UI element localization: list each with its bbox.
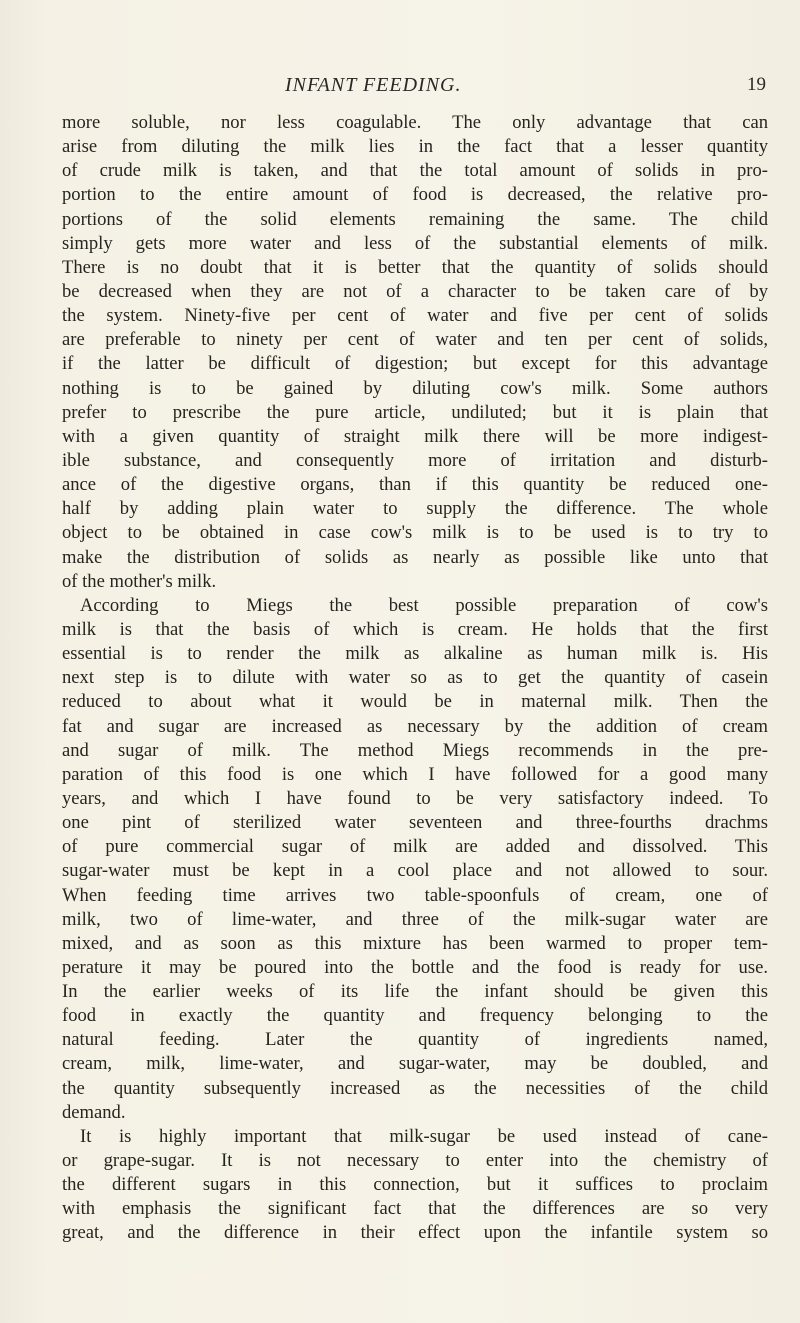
text-line: ible substance, and consequently more of irritation and disturb- bbox=[62, 449, 768, 471]
text-line: of crude milk is taken, and that the total amount of solids in pro- bbox=[62, 160, 768, 182]
text-line: the different sugars in this connection, but it suffices to proclaim bbox=[62, 1174, 768, 1196]
page-header bbox=[0, 74, 800, 104]
text-line: According to Miegs the best possible preparation of cow's bbox=[80, 594, 768, 616]
text-line: great, and the difference in their effect upon the infantile system so bbox=[62, 1222, 768, 1244]
text-line: make the distribution of solids as nearly as possible like unto that bbox=[62, 546, 768, 568]
page-number: 19 bbox=[747, 74, 766, 95]
text-line: In the earlier weeks of its life the infant should be given this bbox=[62, 981, 768, 1003]
text-line: milk, two of lime-water, and three of the milk-sugar water are bbox=[62, 908, 768, 930]
text-line: natural feeding. Later the quantity of ingredients named, bbox=[62, 1029, 768, 1051]
text-line: of the mother's milk. bbox=[62, 570, 217, 592]
text-line: and sugar of milk. The method Miegs recommends in the pre- bbox=[62, 739, 768, 761]
text-line: next step is to dilute with water so as to get the quantity of casein bbox=[62, 667, 768, 689]
text-line: of pure commercial sugar of milk are added and dissolved. This bbox=[62, 836, 768, 858]
text-line: milk is that the basis of which is cream. He holds that the first bbox=[62, 618, 768, 640]
text-line: the system. Ninety-five per cent of water and five per cent of solids bbox=[62, 305, 768, 327]
text-line: paration of this food is one which I have followed for a good many bbox=[62, 763, 768, 785]
text-line: object to be obtained in case cow's milk is to be used is to try to bbox=[62, 522, 768, 544]
text-line: fat and sugar are increased as necessary by the addition of cream bbox=[62, 715, 768, 737]
text-line: one pint of sterilized water seventeen and three-fourths drachms bbox=[62, 812, 768, 834]
text-line: are preferable to ninety per cent of water and ten per cent of solids, bbox=[62, 329, 768, 351]
text-line: ance of the digestive organs, than if this quantity be reduced one- bbox=[62, 474, 768, 496]
running-title: INFANT FEEDING. bbox=[285, 74, 462, 96]
text-line: if the latter be difficult of digestion; but except for this advantage bbox=[62, 353, 768, 375]
text-line: the quantity subsequently increased as the necessities of the child bbox=[62, 1077, 768, 1099]
text-line: nothing is to be gained by diluting cow's milk. Some authors bbox=[62, 377, 768, 399]
text-line: simply gets more water and less of the substantial elements of milk. bbox=[62, 232, 768, 254]
text-line: cream, milk, lime-water, and sugar-water, may be doubled, and bbox=[62, 1053, 768, 1075]
text-line: arise from diluting the milk lies in the fact that a lesser quantity bbox=[62, 136, 768, 158]
text-line: mixed, and as soon as this mixture has been warmed to proper tem- bbox=[62, 932, 768, 954]
text-line: There is no doubt that it is better that the quantity of solids should bbox=[62, 256, 768, 278]
body-text bbox=[62, 111, 768, 1246]
text-line: be decreased when they are not of a character to be taken care of by bbox=[62, 280, 768, 302]
text-line: It is highly important that milk-sugar be used instead of cane- bbox=[80, 1125, 768, 1147]
text-line: demand. bbox=[62, 1101, 126, 1123]
text-line: essential is to render the milk as alkaline as human milk is. His bbox=[62, 643, 768, 665]
text-line: prefer to prescribe the pure article, undiluted; but it is plain that bbox=[62, 401, 768, 423]
text-line: sugar-water must be kept in a cool place and not allowed to sour. bbox=[62, 860, 768, 882]
text-line: portions of the solid elements remaining the same. The child bbox=[62, 208, 768, 230]
text-line: or grape-sugar. It is not necessary to enter into the chemistry of bbox=[62, 1150, 768, 1172]
text-line: more soluble, nor less coagulable. The only advantage that can bbox=[62, 112, 768, 133]
text-line: portion to the entire amount of food is decreased, the relative pro- bbox=[62, 184, 768, 206]
text-line: with emphasis the significant fact that the differences are so very bbox=[62, 1198, 768, 1220]
text-line: half by adding plain water to supply the difference. The whole bbox=[62, 498, 768, 520]
text-line: perature it may be poured into the bottle and the food is ready for use. bbox=[62, 956, 768, 978]
text-line: with a given quantity of straight milk there will be more indigest- bbox=[62, 425, 768, 447]
text-line: When feeding time arrives two table-spoonfuls of cream, one of bbox=[62, 884, 768, 906]
text-line: reduced to about what it would be in maternal milk. Then the bbox=[62, 691, 768, 713]
text-line: food in exactly the quantity and frequency belonging to the bbox=[62, 1005, 768, 1027]
text-line: years, and which I have found to be very satisfactory indeed. To bbox=[62, 787, 768, 809]
